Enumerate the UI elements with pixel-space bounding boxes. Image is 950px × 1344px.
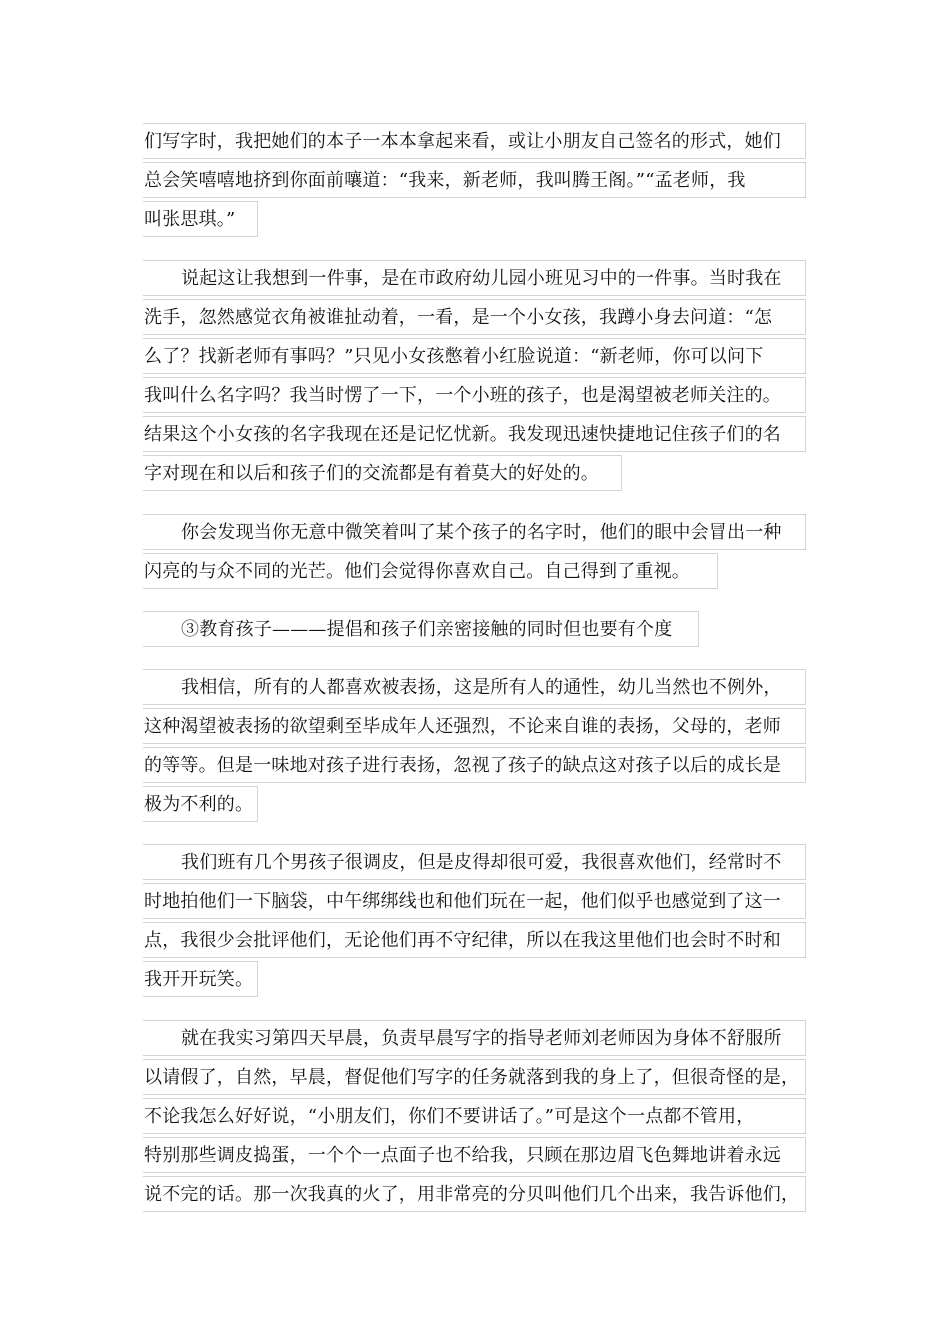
text-line: 以请假了，自然，早晨，督促他们写字的任务就落到我的身上了，但很奇怪的是， [143,1059,806,1095]
text-line: 结果这个小女孩的名字我现在还是记忆忧新。我发现迅速快捷地记住孩子们的名 [143,416,806,452]
text-line: 叫张思琪。” [143,201,258,237]
text-line: 我叫什么名字吗？我当时愣了一下，一个小班的孩子，也是渴望被老师关注的。 [143,377,806,413]
text-line: 我相信，所有的人都喜欢被表扬，这是所有人的通性，幼儿当然也不例外， [143,669,806,705]
section-heading: ③教育孩子———提倡和孩子们亲密接触的同时但也要有个度 [143,611,699,647]
text-line: 么了？找新老师有事吗？”只见小女孩憋着小红脸说道：“新老师，你可以问下 [143,338,806,374]
text-line: 特别那些调皮捣蛋，一个个一点面子也不给我，只顾在那边眉飞色舞地讲着永远 [143,1137,806,1173]
text-line: 就在我实习第四天早晨，负责早晨写字的指导老师刘老师因为身体不舒服所 [143,1020,806,1056]
text-line: 说起这让我想到一件事，是在市政府幼儿园小班见习中的一件事。当时我在 [143,260,806,296]
text-line: 不论我怎么好好说，“小朋友们，你们不要讲话了。”可是这个一点都不管用， [143,1098,806,1134]
text-line: 闪亮的与众不同的光芒。他们会觉得你喜欢自己。自己得到了重视。 [143,553,718,589]
text-line: 你会发现当你无意中微笑着叫了某个孩子的名字时，他们的眼中会冒出一种 [143,514,806,550]
text-line: 我们班有几个男孩子很调皮，但是皮得却很可爱，我很喜欢他们，经常时不 [143,844,806,880]
text-line: 极为不利的。 [143,786,258,822]
text-line: 们写字时，我把她们的本子一本本拿起来看，或让小朋友自己签名的形式，她们 [143,123,806,159]
text-line: 这种渴望被表扬的欲望剩至毕成年人还强烈，不论来自谁的表扬，父母的，老师 [143,708,806,744]
text-line: 字对现在和以后和孩子们的交流都是有着莫大的好处的。 [143,455,622,491]
text-line: 说不完的话。那一次我真的火了，用非常亮的分贝叫他们几个出来，我告诉他们， [143,1176,806,1212]
text-line: 总会笑嘻嘻地挤到你面前嚷道：“我来，新老师，我叫腾王阁。”“孟老师，我 [143,162,806,198]
text-line: 的等等。但是一味地对孩子进行表扬，忽视了孩子的缺点这对孩子以后的成长是 [143,747,806,783]
text-line: 点，我很少会批评他们，无论他们再不守纪律，所以在我这里他们也会时不时和 [143,922,806,958]
text-line: 时地拍他们一下脑袋，中午绑绑线也和他们玩在一起，他们似乎也感觉到了这一 [143,883,806,919]
text-line: 洗手，忽然感觉衣角被谁扯动着，一看，是一个小女孩，我蹲小身去问道：“怎 [143,299,806,335]
text-line: 我开开玩笑。 [143,961,258,997]
